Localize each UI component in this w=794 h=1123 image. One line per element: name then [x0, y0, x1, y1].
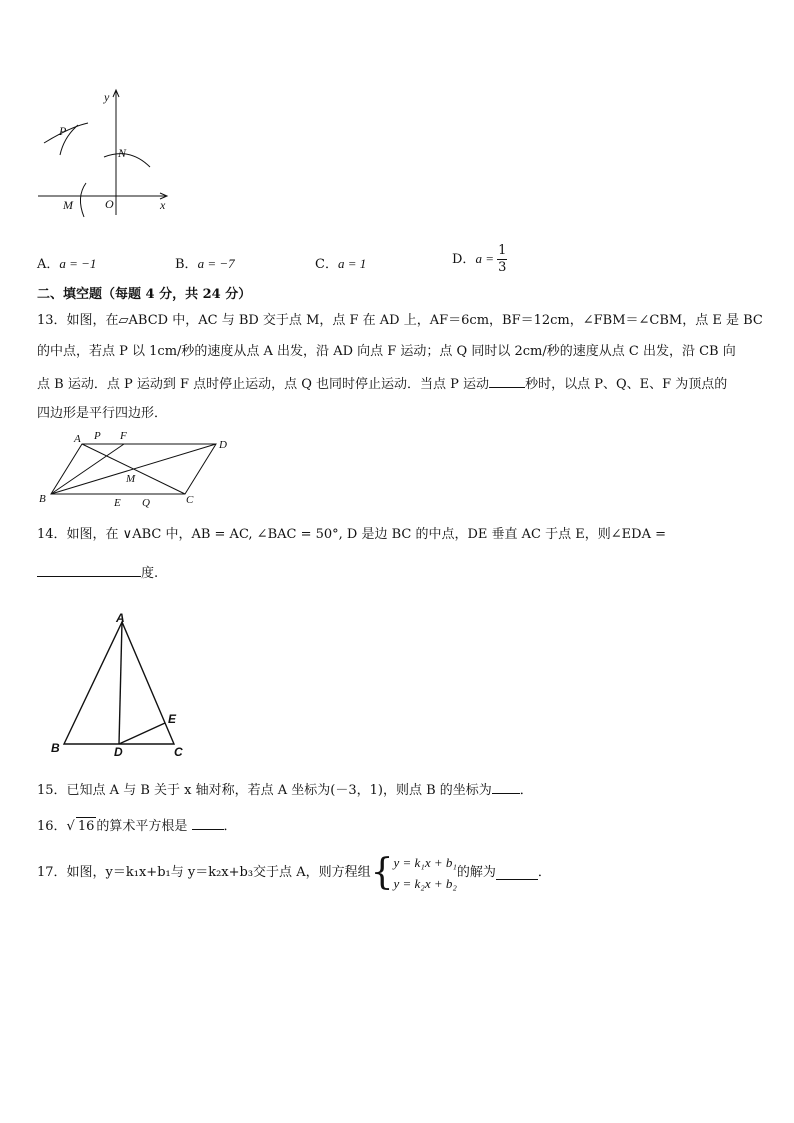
- label-b: B: [51, 741, 60, 755]
- fraction: [497, 244, 507, 275]
- label-a: A: [74, 433, 81, 445]
- brace: {: [370, 852, 394, 893]
- option-letter: C．: [315, 257, 338, 272]
- q14-suffix: 度.: [141, 566, 159, 581]
- q13-line3-start: 点 B 运动．点 P 运动到 F 点时停止运动，点 Q 也同时停止运动．当点 P 运动: [37, 377, 490, 392]
- option-letter: A．: [37, 257, 60, 272]
- numerator: 1: [498, 243, 507, 258]
- q12-option-d: [452, 244, 507, 275]
- equation-system: [393, 852, 456, 894]
- q13-line3-end: 秒时，以点 P、Q、E、F 为顶点的: [525, 377, 728, 392]
- label-d: D: [219, 439, 227, 451]
- q13-line3: [37, 374, 727, 394]
- label-m: M: [126, 473, 136, 485]
- q17: [37, 852, 551, 894]
- answer-blank-q14[interactable]: [37, 563, 141, 577]
- q17-end: ．: [537, 865, 551, 880]
- label-p: P: [94, 430, 101, 442]
- q14-figure: [44, 610, 194, 760]
- arc-m: [80, 183, 86, 217]
- answer-blank-q16[interactable]: [192, 816, 224, 830]
- label-e: E: [168, 712, 177, 726]
- answer-blank-q13[interactable]: [489, 374, 525, 388]
- q16-prefix: 16．: [37, 819, 67, 834]
- q12-option-a: [37, 255, 96, 274]
- label-m: M: [63, 198, 73, 212]
- arc-n: [104, 154, 150, 167]
- segment-de: [119, 723, 165, 744]
- q14-line2: [37, 563, 158, 583]
- label-c: C: [186, 494, 194, 506]
- q13-figure: [36, 428, 236, 508]
- label-p: P: [59, 124, 67, 138]
- label-q: Q: [142, 497, 150, 508]
- sqrt-radicand: 16: [77, 819, 95, 834]
- q17-prefix: 17．如图，y＝k₁x+b₁与 y＝k₂x+b₃交于点 A，则方程组: [37, 865, 371, 880]
- option-expr: a =: [475, 251, 498, 266]
- answer-blank-q17[interactable]: [496, 866, 538, 880]
- section-heading: 二、填空题（每题 4 分，共 24 分）: [37, 287, 252, 302]
- q16-suffix: ．: [223, 819, 237, 834]
- q15-text: 15．已知点 A 与 B 关于 x 轴对称，若点 A 坐标为(－3，1)，则点 B 的坐标为: [37, 783, 492, 798]
- q13-line1: 13．如图，在▱ABCD 中，AC 与 BD 交于点 M，点 F 在 AD 上，AF＝6cm，BF＝12cm，∠FBM＝∠CBM，点 E 是 BC: [37, 313, 763, 328]
- equation-1: y = k₁x + b₁: [393, 855, 457, 870]
- segment-ad: [119, 622, 122, 744]
- q17-suffix: 的解为: [456, 865, 496, 880]
- label-y: y: [104, 90, 110, 104]
- label-f: F: [120, 430, 127, 442]
- label-n: N: [118, 146, 127, 160]
- q15-suffix: ．: [519, 783, 533, 798]
- answer-blank-q15[interactable]: [492, 780, 520, 794]
- q12-option-c: [315, 255, 366, 274]
- q16-text: 的算术平方根是: [96, 819, 188, 834]
- q16: 16．√ 16 的算术平方根是 ．: [37, 816, 237, 836]
- q15: [37, 780, 533, 800]
- q13-line2: 的中点，若点 P 以 1cm/秒的速度从点 A 出发，沿 AD 向点 F 运动；点 Q 同时以 2cm/秒的速度从点 C 出发，沿 CB 向: [37, 344, 736, 359]
- label-x: x: [160, 198, 166, 212]
- label-a: A: [116, 611, 125, 625]
- option-expr: a = −1: [59, 256, 97, 271]
- label-e: E: [114, 497, 121, 508]
- q12-figure: [30, 85, 180, 225]
- q14-line1: 14．如图，在 ∨ABC 中，AB = AC, ∠BAC = 50°, D 是边 BC 的中点，DE 垂直 AC 于点 E，则∠EDA =: [37, 527, 666, 542]
- option-expr: a = −7: [197, 256, 235, 271]
- label-c: C: [174, 745, 183, 759]
- denominator: 3: [498, 260, 507, 275]
- label-b: B: [39, 493, 46, 505]
- label-d: D: [114, 745, 123, 759]
- option-letter: B．: [175, 257, 198, 272]
- label-o: O: [105, 197, 114, 211]
- option-letter: D．: [452, 252, 476, 267]
- diagonal-bd: [51, 444, 216, 494]
- segment-bf: [51, 444, 124, 494]
- option-expr: a = 1: [337, 256, 367, 271]
- q13-line4: 四边形是平行四边形．: [37, 406, 168, 421]
- q12-option-b: [175, 255, 235, 274]
- equation-2: y = k₂x + b₂: [393, 876, 457, 891]
